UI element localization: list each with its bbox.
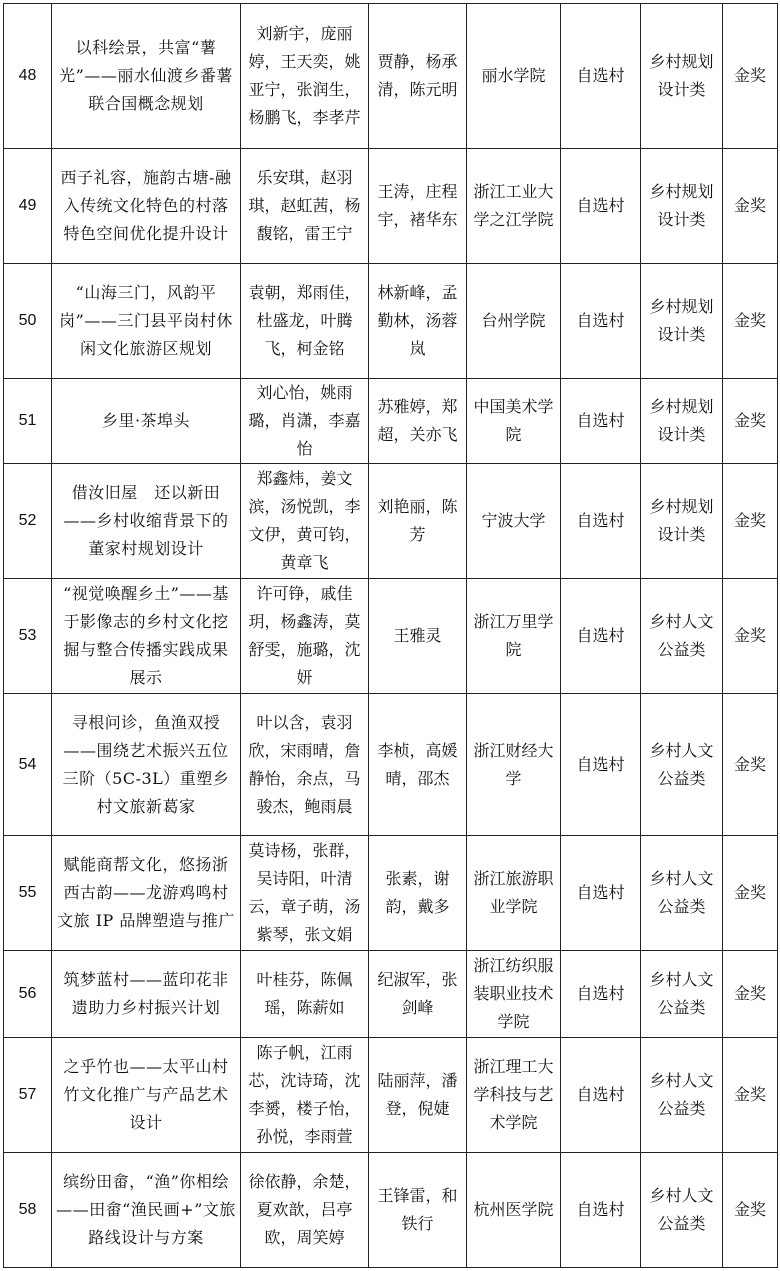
team-members: 刘心怡，姚雨璐，肖潇，李嘉怡 xyxy=(241,379,369,464)
table-row xyxy=(4,4,778,149)
village-type: 自选村 xyxy=(561,1153,641,1268)
category: 乡村人文公益类 xyxy=(641,579,723,694)
project-title: 赋能商帮文化，悠扬浙西古韵——龙游鸡鸣村文旅 IP 品牌塑造与推广 xyxy=(52,836,241,951)
team-members: 乐安琪，赵羽琪，赵虹茜，杨馥铭，雷王宁 xyxy=(241,149,369,264)
category: 乡村规划设计类 xyxy=(641,264,723,379)
school: 杭州医学院 xyxy=(467,1153,561,1268)
table-row xyxy=(4,149,778,264)
team-members: 莫诗杨，张群，吴诗阳，叶清云，章子萌，汤紫琴，张文娟 xyxy=(241,836,369,951)
row-number: 50 xyxy=(4,264,52,379)
advisors: 纪淑军，张剑峰 xyxy=(369,951,467,1038)
row-number: 53 xyxy=(4,579,52,694)
award: 金奖 xyxy=(723,1038,778,1153)
village-type: 自选村 xyxy=(561,264,641,379)
project-title: 寻根问诊，鱼渔双授——围绕艺术振兴五位三阶（5C-3L）重塑乡村文旅新葛家 xyxy=(52,694,241,836)
category: 乡村人文公益类 xyxy=(641,836,723,951)
advisors: 贾静，杨承清，陈元明 xyxy=(369,4,467,149)
award: 金奖 xyxy=(723,694,778,836)
school: 宁波大学 xyxy=(467,464,561,579)
advisors: 张素，谢韵，戴多 xyxy=(369,836,467,951)
school: 中国美术学院 xyxy=(467,379,561,464)
school: 浙江财经大学 xyxy=(467,694,561,836)
row-number: 57 xyxy=(4,1038,52,1153)
team-members: 郑鑫炜，姜文滨，汤悦凯，李文伊，黄可钧，黄章飞 xyxy=(241,464,369,579)
project-title: 借汝旧屋 还以新田——乡村收缩背景下的董家村规划设计 xyxy=(52,464,241,579)
school: 浙江旅游职业学院 xyxy=(467,836,561,951)
advisors: 王雅灵 xyxy=(369,579,467,694)
team-members: 叶桂芬，陈佩瑶，陈薪如 xyxy=(241,951,369,1038)
category: 乡村人文公益类 xyxy=(641,951,723,1038)
project-title: 缤纷田畲，“渔”你相绘——田畲“渔民画+”文旅路线设计与方案 xyxy=(52,1153,241,1268)
award: 金奖 xyxy=(723,4,778,149)
advisors: 李桢，高媛晴，邵杰 xyxy=(369,694,467,836)
row-number: 49 xyxy=(4,149,52,264)
team-members: 袁朝，郑雨佳，杜盛龙，叶腾飞，柯金铭 xyxy=(241,264,369,379)
award: 金奖 xyxy=(723,464,778,579)
category: 乡村人文公益类 xyxy=(641,694,723,836)
table-row xyxy=(4,1153,778,1268)
table-row xyxy=(4,694,778,836)
award: 金奖 xyxy=(723,1153,778,1268)
advisors: 刘艳丽，陈芳 xyxy=(369,464,467,579)
row-number: 48 xyxy=(4,4,52,149)
category: 乡村规划设计类 xyxy=(641,149,723,264)
advisors: 王锋雷，和铁行 xyxy=(369,1153,467,1268)
project-title: “山海三门，风韵平岗”——三门县平岗村休闲文化旅游区规划 xyxy=(52,264,241,379)
table-row xyxy=(4,951,778,1038)
village-type: 自选村 xyxy=(561,1038,641,1153)
team-members: 许可铮，戚佳玥，杨鑫涛，莫舒雯，施璐，沈妍 xyxy=(241,579,369,694)
advisors: 陆丽萍，潘登，倪婕 xyxy=(369,1038,467,1153)
category: 乡村规划设计类 xyxy=(641,4,723,149)
school: 浙江工业大学之江学院 xyxy=(467,149,561,264)
team-members: 陈子帆，江雨芯，沈诗琦，沈李赟，楼子怡，孙悦，李雨萱 xyxy=(241,1038,369,1153)
village-type: 自选村 xyxy=(561,464,641,579)
village-type: 自选村 xyxy=(561,951,641,1038)
row-number: 58 xyxy=(4,1153,52,1268)
row-number: 54 xyxy=(4,694,52,836)
project-title: 西子礼容，施韵古塘-融入传统文化特色的村落特色空间优化提升设计 xyxy=(52,149,241,264)
row-number: 55 xyxy=(4,836,52,951)
award: 金奖 xyxy=(723,379,778,464)
team-members: 叶以含，袁羽欣，宋雨晴，詹静怡，余点，马骏杰，鲍雨晨 xyxy=(241,694,369,836)
award: 金奖 xyxy=(723,951,778,1038)
school: 浙江万里学院 xyxy=(467,579,561,694)
project-title: “视觉唤醒乡土”——基于影像志的乡村文化挖掘与整合传播实践成果展示 xyxy=(52,579,241,694)
award: 金奖 xyxy=(723,836,778,951)
project-title: 乡里·茶埠头 xyxy=(52,379,241,464)
category: 乡村规划设计类 xyxy=(641,379,723,464)
category: 乡村规划设计类 xyxy=(641,464,723,579)
school: 丽水学院 xyxy=(467,4,561,149)
advisors: 苏雅婷，郑超，关亦飞 xyxy=(369,379,467,464)
table-row xyxy=(4,379,778,464)
table-row xyxy=(4,579,778,694)
village-type: 自选村 xyxy=(561,579,641,694)
row-number: 52 xyxy=(4,464,52,579)
project-title: 以科绘景，共富“薯光”——丽水仙渡乡番薯联合国概念规划 xyxy=(52,4,241,149)
advisors: 林新峰，孟勤林，汤蓉岚 xyxy=(369,264,467,379)
row-number: 51 xyxy=(4,379,52,464)
project-title: 筑梦蓝村——蓝印花非遗助力乡村振兴计划 xyxy=(52,951,241,1038)
team-members: 徐依静，余楚，夏欢歆，吕亭欧，周笑婷 xyxy=(241,1153,369,1268)
village-type: 自选村 xyxy=(561,694,641,836)
category: 乡村人文公益类 xyxy=(641,1038,723,1153)
school: 浙江纺织服装职业技术学院 xyxy=(467,951,561,1038)
village-type: 自选村 xyxy=(561,4,641,149)
award: 金奖 xyxy=(723,579,778,694)
award: 金奖 xyxy=(723,264,778,379)
table-row xyxy=(4,836,778,951)
school: 台州学院 xyxy=(467,264,561,379)
advisors: 王涛，庄程宇，褚华东 xyxy=(369,149,467,264)
table-row xyxy=(4,1038,778,1153)
village-type: 自选村 xyxy=(561,836,641,951)
table-row xyxy=(4,264,778,379)
village-type: 自选村 xyxy=(561,149,641,264)
team-members: 刘新宇，庞丽婷，王天奕，姚亚宁，张润生，杨鹏飞，李孝芹 xyxy=(241,4,369,149)
project-title: 之乎竹也——太平山村竹文化推广与产品艺术设计 xyxy=(52,1038,241,1153)
category: 乡村人文公益类 xyxy=(641,1153,723,1268)
school: 浙江理工大学科技与艺术学院 xyxy=(467,1038,561,1153)
table-row xyxy=(4,464,778,579)
award: 金奖 xyxy=(723,149,778,264)
row-number: 56 xyxy=(4,951,52,1038)
village-type: 自选村 xyxy=(561,379,641,464)
award-table xyxy=(3,3,778,1268)
